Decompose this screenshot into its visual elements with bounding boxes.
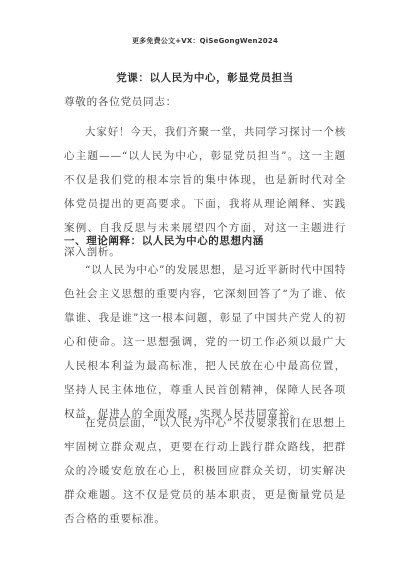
paragraph-intro: 大家好！今天，我们齐聚一堂，共同学习探讨一个核心主题——“以人民为中心，彰显党员担当”。这一主题不仅是我们党的根本宗旨的集中体现，也是新时代对全体党员提出的更高要求。下面，我将从理论阐释、实践案例、自我反思与未来展望四个方面，对这一主题进行深入剖析。 xyxy=(64,126,346,258)
header-note: 更多免费公文+VX：QiSeGongWen2024 xyxy=(131,37,279,45)
document-title: 党课：以人民为中心，彰显党员担当 xyxy=(116,72,294,84)
paragraph-party-member: 在党员层面，“以人民为中心”不仅要求我们在思想上牢固树立群众观点，更要在行动上践行群众路线，把群众的冷暖安危放在心上，积极回应群众关切，切实解决群众难题。这不仅是党员的基本职责，更是衡量党员是否合格的重要标准。 xyxy=(64,417,346,525)
salutation: 尊敬的各位党员同志： xyxy=(64,96,177,108)
paragraph-theory: “以人民为中心”的发展思想，是习近平新时代中国特色社会主义思想的重要内容，它深刻回答了“为了谁、依靠谁、我是谁”这一根本问题，彰显了中国共产党人的初心和使命。这一思想强调，党的一切工作必须以最广大人民根本利益为最高标准，把人民放在心中最高位置，坚持人民主体地位，尊重人民首创精神，保障人民各项权益，促进人的全面发展，实现人民共同富裕。 xyxy=(64,264,346,420)
section-heading: 一、理论阐释：以人民为中心的思想内涵 xyxy=(64,235,264,247)
